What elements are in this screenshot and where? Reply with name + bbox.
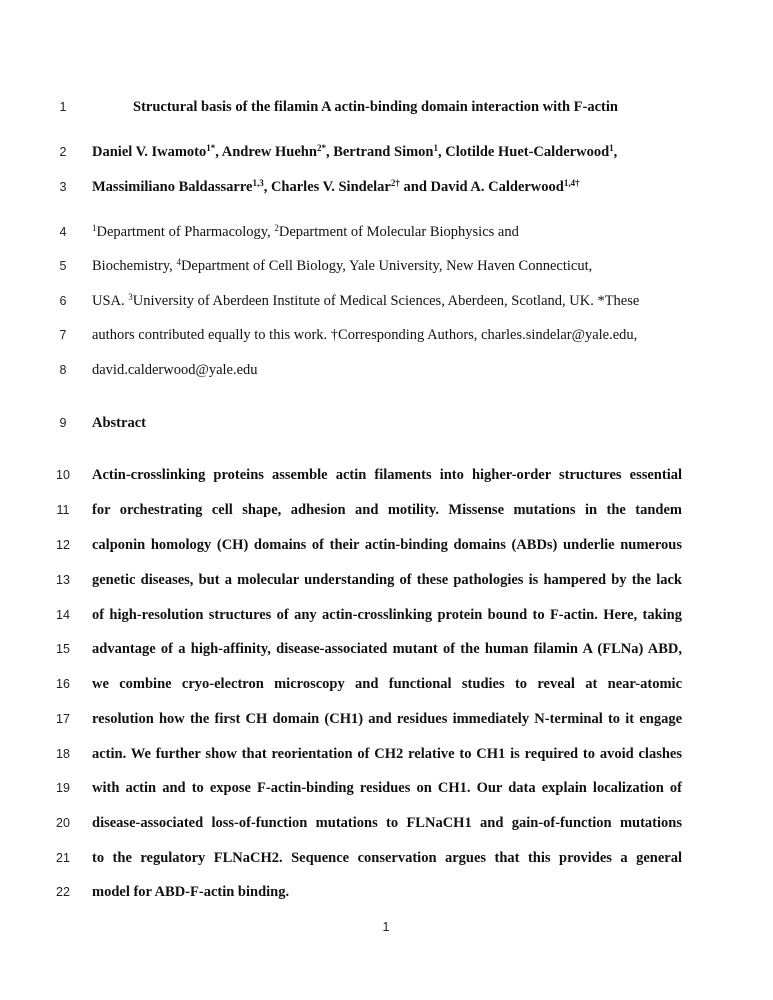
text-line bbox=[0, 414, 773, 434]
line-number: 8 bbox=[59, 363, 67, 377]
text-line bbox=[0, 361, 773, 381]
text-line bbox=[0, 292, 773, 312]
abstract-line: with actin and to expose F-actin-binding residues on CH1. Our data explain localization of bbox=[92, 780, 682, 796]
abstract-line: genetic diseases, but a molecular understanding of these pathologies is hampered by the lack bbox=[92, 572, 682, 588]
affiliation-line: USA. $^3$University of Aberdeen Institute of Medical Sciences, Aberdeen, Scotland, UK. *These bbox=[92, 292, 640, 309]
author-name: Bertrand Simon bbox=[333, 144, 434, 160]
text-line bbox=[0, 849, 773, 869]
line-number: 20 bbox=[56, 816, 70, 830]
affiliation-marker: 2 bbox=[274, 223, 279, 233]
author-affiliation-marker: 2† bbox=[390, 178, 400, 188]
text-line bbox=[0, 606, 773, 626]
text-line bbox=[0, 779, 773, 799]
line-number: 12 bbox=[56, 538, 70, 552]
line-number: 2 bbox=[59, 145, 67, 159]
abstract-line: for orchestrating cell shape, adhesion and motility. Missense mutations in the tandem bbox=[92, 502, 682, 518]
line-number: 1 bbox=[59, 100, 67, 114]
line-number: 19 bbox=[56, 781, 70, 795]
author-name: David A. Calderwood bbox=[430, 179, 564, 195]
text-line bbox=[0, 257, 773, 277]
line-number: 4 bbox=[59, 225, 67, 239]
affiliation-marker: 1 bbox=[92, 223, 97, 233]
author-list: Daniel V. Iwamoto$^{1*}$, Andrew Huehn$^{2*}$, Bertrand Simon$^1$, Clotilde Huet-Calderwood$^1$, bbox=[92, 143, 618, 160]
affiliation-line: Biochemistry, $^4$Department of Cell Biology, Yale University, New Haven Connecticut, bbox=[92, 257, 593, 274]
line-number: 3 bbox=[59, 180, 67, 194]
abstract-line: calponin homology (CH) domains of their actin-binding domains (ABDs) underlie numerous bbox=[92, 537, 682, 553]
line-number: 5 bbox=[59, 259, 67, 273]
line-number: 11 bbox=[56, 503, 70, 517]
line-number: 16 bbox=[56, 677, 70, 691]
line-number: 17 bbox=[56, 712, 70, 726]
abstract-line: advantage of a high-affinity, disease-associated mutant of the human filamin A (FLNa) ABD, bbox=[92, 641, 682, 657]
text-line bbox=[0, 178, 773, 198]
text-line bbox=[0, 98, 773, 118]
line-number: 13 bbox=[56, 573, 70, 587]
author-name: Daniel V. Iwamoto bbox=[92, 144, 207, 160]
text-line bbox=[0, 466, 773, 486]
affiliation-line: authors contributed equally to this work. †Corresponding Authors, charles.sindelar@yale.edu, bbox=[92, 327, 638, 343]
text-line bbox=[0, 571, 773, 591]
affiliation-marker: 3 bbox=[128, 292, 133, 302]
line-number: 18 bbox=[56, 747, 70, 761]
line-number: 22 bbox=[56, 885, 70, 899]
line-number: 15 bbox=[56, 642, 70, 656]
affiliation-marker: 4 bbox=[176, 257, 181, 267]
text-line bbox=[0, 883, 773, 903]
author-affiliation-marker: 1,3 bbox=[252, 178, 264, 188]
author-affiliation-marker: 1 bbox=[433, 143, 438, 153]
author-affiliation-marker: 1,4† bbox=[563, 178, 580, 188]
text-line bbox=[0, 223, 773, 243]
line-number: 6 bbox=[59, 294, 67, 308]
text-line bbox=[0, 710, 773, 730]
text-line bbox=[0, 536, 773, 556]
affiliation-line: david.calderwood@yale.edu bbox=[92, 362, 258, 378]
abstract-line: actin. We further show that reorientation of CH2 relative to CH1 is required to avoid clashes bbox=[92, 746, 682, 762]
author-name: Clotilde Huet-Calderwood bbox=[445, 144, 610, 160]
line-number: 14 bbox=[56, 608, 70, 622]
author-affiliation-marker: 2* bbox=[316, 143, 326, 153]
line-number: 9 bbox=[59, 416, 67, 430]
text-line bbox=[0, 640, 773, 660]
abstract-line: Actin-crosslinking proteins assemble actin filaments into higher-order structures essential bbox=[92, 467, 682, 483]
text-line bbox=[0, 143, 773, 163]
abstract-heading: Abstract bbox=[92, 415, 146, 431]
page-number: 1 bbox=[382, 920, 390, 934]
abstract-line: of high-resolution structures of any actin-crosslinking protein bound to F-actin. Here, taking bbox=[92, 607, 682, 623]
paper-title: Structural basis of the filamin A actin-binding domain interaction with F-actin bbox=[133, 99, 618, 115]
abstract-line: to the regulatory FLNaCH2. Sequence conservation argues that this provides a general bbox=[92, 850, 682, 866]
line-number: 10 bbox=[56, 468, 70, 482]
author-name: Charles V. Sindelar bbox=[270, 179, 391, 195]
text-line bbox=[0, 326, 773, 346]
abstract-line: disease-associated loss-of-function mutations to FLNaCH1 and gain-of-function mutations bbox=[92, 815, 682, 831]
line-number: 7 bbox=[59, 328, 67, 342]
abstract-line: resolution how the first CH domain (CH1) and residues immediately N-terminal to it engage bbox=[92, 711, 682, 727]
abstract-line: model for ABD-F-actin binding. bbox=[92, 884, 290, 900]
text-line bbox=[0, 814, 773, 834]
affiliation-line: $^1$Department of Pharmacology, $^2$Department of Molecular Biophysics and bbox=[92, 223, 519, 240]
line-number: 21 bbox=[56, 851, 70, 865]
author-name: Andrew Huehn bbox=[221, 144, 317, 160]
abstract-line: we combine cryo-electron microscopy and functional studies to reveal at near-atomic bbox=[92, 676, 682, 692]
author-list: Massimiliano Baldassarre$^{1,3}$, Charles V. Sindelar$^{2\dagger}$ and David A. Calderwood$^{1,4\dagger}$ bbox=[92, 178, 580, 195]
author-name: Massimiliano Baldassarre bbox=[92, 179, 253, 195]
text-line bbox=[0, 501, 773, 521]
text-line bbox=[0, 745, 773, 765]
author-affiliation-marker: 1* bbox=[206, 143, 216, 153]
text-line bbox=[0, 675, 773, 695]
author-affiliation-marker: 1 bbox=[609, 143, 614, 153]
